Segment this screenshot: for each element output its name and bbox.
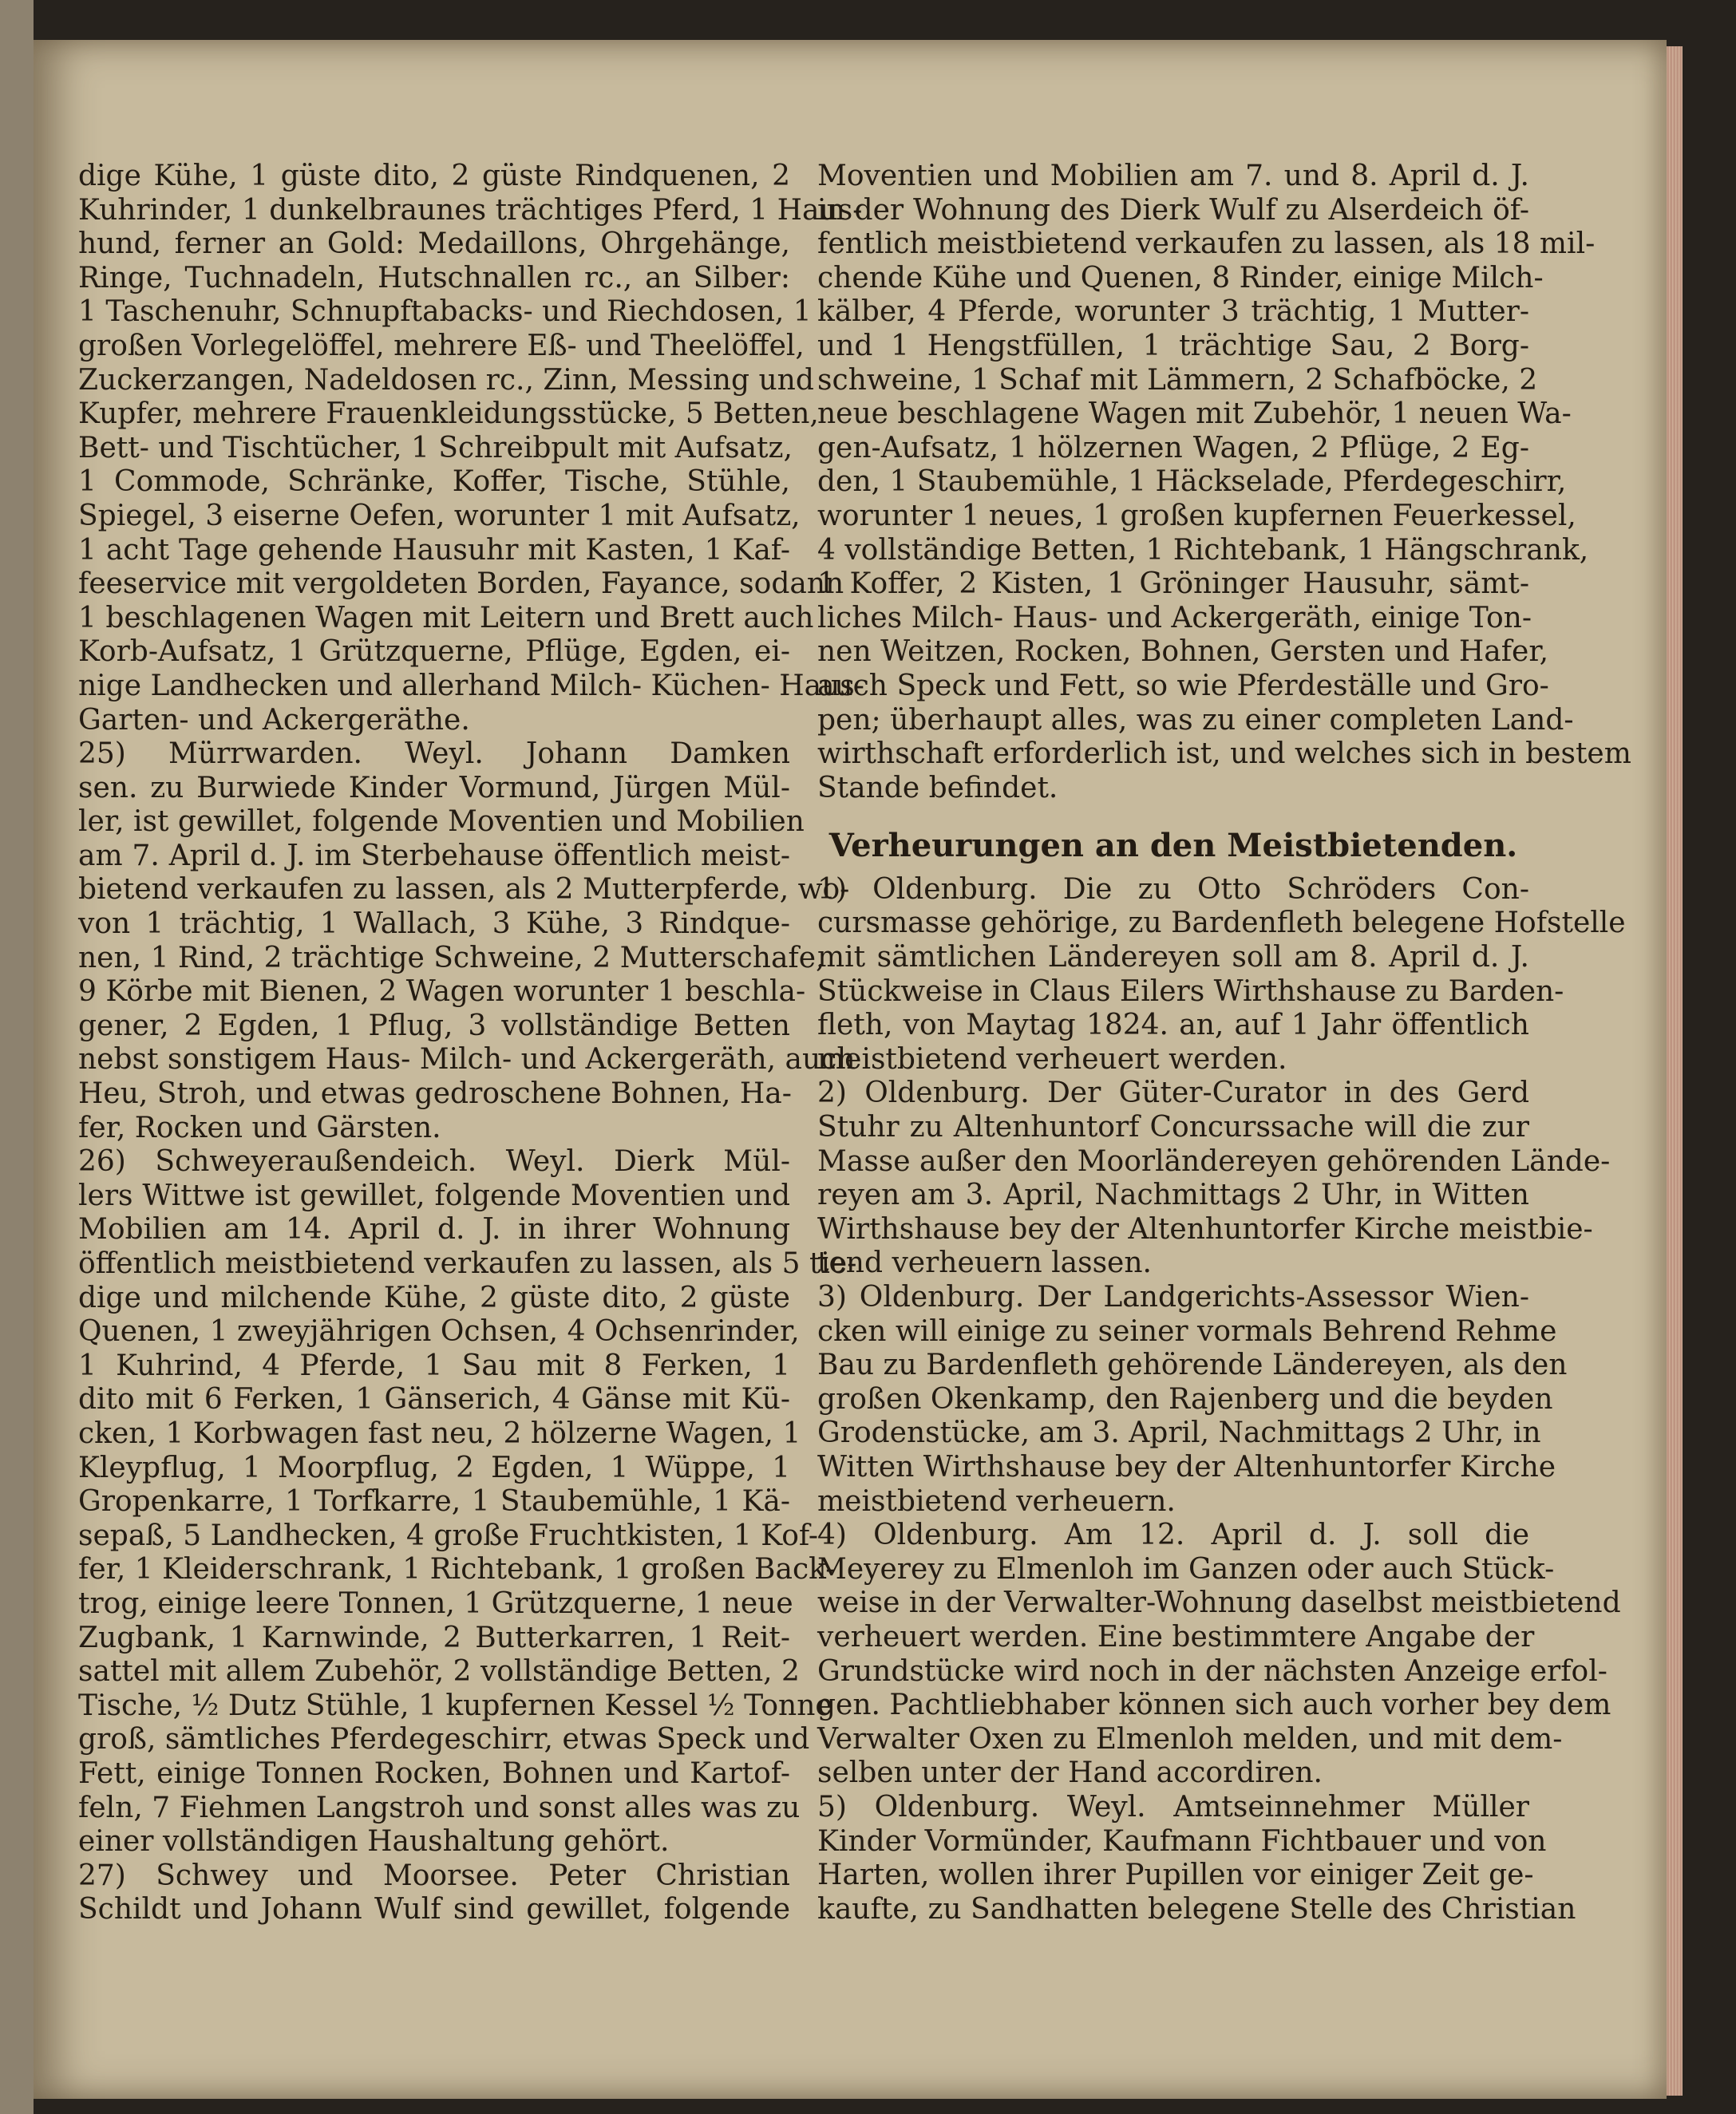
text-line: und 1 Hengstfüllen, 1 trächtige Sau, 2 Borg- (817, 329, 1529, 362)
text-line: 9 Körbe mit Bienen, 2 Wagen worunter 1 beschla- (78, 975, 806, 1009)
text-line: 1 Kuhrind, 4 Pferde, 1 Sau mit 8 Ferken, 1 (78, 1349, 790, 1382)
text-line: Stuhr zu Altenhuntorf Concurssache will die zur (817, 1111, 1529, 1144)
text-line: Kinder Vormünder, Kaufmann Fichtbauer und von (817, 1824, 1547, 1858)
text-line: fleth, von Maytag 1824. an, auf 1 Jahr öffentlich (817, 1009, 1529, 1042)
right-column (817, 160, 1631, 1926)
text-line: mit sämtlichen Ländereyen soll am 8. April d. J. (817, 941, 1529, 974)
text-line: ler, ist gewillet, folgende Moventien und Mobilien (78, 805, 805, 839)
text-line: Grodenstücke, am 3. April, Nachmittags 2 Uhr, in (817, 1417, 1541, 1450)
text-line: 1 Taschenuhr, Schnupftabacks- und Riechdosen, 1 (78, 295, 812, 329)
text-line: auch Speck und Fett, so wie Pferdeställe und Gro- (817, 669, 1549, 702)
text-line: Fett, einige Tonnen Rocken, Bohnen und Kartof- (78, 1756, 790, 1790)
text-line: Meyerey zu Elmenloh im Ganzen oder auch Stück- (817, 1552, 1555, 1586)
text-line: kälber, 4 Pferde, worunter 3 trächtig, 1 Mutter- (817, 295, 1529, 329)
text-line: großen Okenkamp, den Rajenberg und die beyden (817, 1382, 1553, 1416)
text-line: 5) Oldenburg. Weyl. Amtseinnehmer Müller (817, 1790, 1529, 1824)
text-line: sepaß, 5 Landhecken, 4 große Fruchtkisten, 1 Kof- (78, 1519, 819, 1552)
text-line: Quenen, 1 zweyjährigen Ochsen, 4 Ochsenrinder, (78, 1315, 800, 1349)
text-line: selben unter der Hand accordiren. (817, 1756, 1323, 1790)
text-line: großen Vorlegelöffel, mehrere Eß- und Theelöffel, (78, 329, 805, 362)
text-line: 27) Schwey und Moorsee. Peter Christian (78, 1859, 790, 1892)
text-line: Gropenkarre, 1 Torfkarre, 1 Staubemühle, 1 Kä- (78, 1485, 790, 1519)
text-line: Kleypflug, 1 Moorpflug, 2 Egden, 1 Wüppe, 1 (78, 1451, 790, 1484)
text-line: 1 beschlagenen Wagen mit Leitern und Brett auch (78, 601, 814, 634)
text-line: dige Kühe, 1 güste dito, 2 güste Rindquenen, 2 (78, 160, 790, 192)
text-line: einer vollständigen Haushaltung gehört. (78, 1825, 670, 1859)
text-line: Korb-Aufsatz, 1 Grützquerne, Pflüge, Egden, ei- (78, 635, 790, 669)
right-column-auction-text (817, 160, 1631, 805)
text-line: feln, 7 Fiehmen Langstroh und sonst alles was zu (78, 1791, 801, 1824)
text-line: nen Weitzen, Rocken, Bohnen, Gersten und Hafer, (817, 635, 1549, 669)
text-line: Schildt und Johann Wulf sind gewillet, folgende (78, 1893, 790, 1926)
text-line: Zuckerzangen, Nadeldosen rc., Zinn, Messing und (78, 363, 814, 397)
text-line: groß, sämtliches Pferdegeschirr, etwas Speck und (78, 1723, 810, 1756)
text-line: hund, ferner an Gold: Medaillons, Ohrgehänge, (78, 227, 790, 261)
text-line: reyen am 3. April, Nachmittags 2 Uhr, in Witten (817, 1179, 1529, 1212)
text-line: sattel mit allem Zubehör, 2 vollständige Betten, 2 (78, 1655, 800, 1689)
text-line: Stande befindet. (817, 771, 1058, 804)
text-line: Kupfer, mehrere Frauenkleidungsstücke, 5 Betten, (78, 397, 819, 431)
text-line: nen, 1 Rind, 2 trächtige Schweine, 2 Mutterschafe, (78, 941, 825, 974)
text-line: liches Milch- Haus- und Ackergeräth, einige Ton- (817, 601, 1532, 634)
text-line: Mobilien am 14. April d. J. in ihrer Wohnung (78, 1213, 790, 1247)
text-line: nebst sonstigem Haus- Milch- und Ackergeräth, auch (78, 1043, 856, 1077)
text-line: Garten- und Ackergeräthe. (78, 703, 470, 737)
text-line: Grundstücke wird noch in der nächsten Anzeige erfol- (817, 1654, 1607, 1688)
text-line: feeservice mit vergoldeten Borden, Fayance, sodann (78, 567, 844, 601)
text-line: am 7. April d. J. im Sterbehause öffentlich meist- (78, 839, 790, 872)
text-line: 4) Oldenburg. Am 12. April d. J. soll die (817, 1519, 1529, 1552)
text-line: Tische, ½ Dutz Stühle, 1 kupfernen Kessel ½ Tonne (78, 1689, 832, 1722)
text-line: neue beschlagene Wagen mit Zubehör, 1 neuen Wa- (817, 397, 1572, 431)
text-line: öffentlich meistbietend verkaufen zu lassen, als 5 tie- (78, 1247, 857, 1280)
text-line: schweine, 1 Schaf mit Lämmern, 2 Schafböcke, 2 (817, 363, 1538, 397)
text-line: Witten Wirthshause bey der Altenhuntorfer Kirche (817, 1450, 1556, 1484)
text-line: 26) Schweyeraußendeich. Weyl. Dierk Mül- (78, 1145, 790, 1179)
text-line: pen; überhaupt alles, was zu einer completen Land- (817, 703, 1574, 737)
text-line: 1 Commode, Schränke, Koffer, Tische, Stühle, (78, 465, 790, 499)
text-line: tend verheuern lassen. (817, 1247, 1152, 1280)
text-line: dito mit 6 Ferken, 1 Gänserich, 4 Gänse mit Kü- (78, 1383, 790, 1417)
text-line: Ringe, Tuchnadeln, Hutschnallen rc., an Silber: (78, 261, 790, 294)
text-line: den, 1 Staubemühle, 1 Häckselade, Pferdegeschirr, (817, 465, 1567, 499)
text-line: Stückweise in Claus Eilers Wirthshause zu Barden- (817, 974, 1564, 1008)
text-line: Spiegel, 3 eiserne Oefen, worunter 1 mit Aufsatz, (78, 499, 801, 532)
text-line: lers Wittwe ist gewillet, folgende Moventien und (78, 1179, 790, 1212)
text-line: weise in der Verwalter-Wohnung daselbst meistbietend (817, 1586, 1621, 1620)
text-line: 25) Mürrwarden. Weyl. Johann Damken (78, 737, 790, 771)
text-line: 1 Koffer, 2 Kisten, 1 Gröninger Hausuhr, sämt- (817, 567, 1529, 601)
text-line: trog, einige leere Tonnen, 1 Grützquerne, 1 neue (78, 1586, 793, 1620)
text-line: in der Wohnung des Dierk Wulf zu Alserdeich öf- (817, 193, 1529, 227)
text-line: bietend verkaufen zu lassen, als 2 Mutterpferde, wo- (78, 873, 850, 907)
text-line: 4 vollständige Betten, 1 Richtebank, 1 Hängschrank, (817, 533, 1589, 567)
text-line: kaufte, zu Sandhatten belegene Stelle des Christian (817, 1892, 1576, 1926)
text-line: Verwalter Oxen zu Elmenloh melden, und mit dem- (817, 1722, 1563, 1756)
text-line: 2) Oldenburg. Der Güter-Curator in des Gerd (817, 1077, 1529, 1110)
text-line: gen. Pachtliebhaber können sich auch vorher bey dem (817, 1689, 1611, 1722)
text-line: gener, 2 Egden, 1 Pflug, 3 vollständige Betten (78, 1009, 790, 1042)
text-line: nige Landhecken und allerhand Milch- Küchen- Haus- (78, 669, 864, 702)
page-stack-edge (1667, 46, 1683, 2096)
text-line: fer, Rocken und Gärsten. (78, 1111, 441, 1144)
text-line: gen-Aufsatz, 1 hölzernen Wagen, 2 Pflüge, 2 Eg- (817, 431, 1529, 464)
text-line: von 1 trächtig, 1 Wallach, 3 Kühe, 3 Rindque- (78, 907, 790, 941)
text-line: Wirthshause bey der Altenhuntorfer Kirche meistbie- (817, 1212, 1593, 1246)
text-line: 1 acht Tage gehende Hausuhr mit Kasten, 1 Kaf- (78, 533, 790, 567)
text-line: Bau zu Bardenfleth gehörende Ländereyen, als den (817, 1349, 1568, 1382)
text-line: Bett- und Tischtücher, 1 Schreibpult mit Aufsatz, (78, 431, 793, 464)
text-line: 1) Oldenburg. Die zu Otto Schröders Con- (817, 872, 1529, 906)
text-line: sen. zu Burwiede Kinder Vormund, Jürgen Mül- (78, 771, 790, 804)
section-heading: Verheurungen an den Meistbietenden. (828, 827, 1518, 865)
text-line: verheuert werden. Eine bestimmtere Angabe der (817, 1620, 1535, 1654)
right-column-lease-text (817, 872, 1626, 1926)
text-line: fentlich meistbietend verkaufen zu lassen, als 18 mil- (817, 227, 1596, 261)
text-line: Masse außer den Moorländereyen gehörenden Lände- (817, 1144, 1611, 1178)
text-line: Moventien und Mobilien am 7. und 8. April d. J. (817, 160, 1529, 192)
text-line: Kuhrinder, 1 dunkelbraunes trächtiges Pferd, 1 Haus- (78, 193, 863, 227)
text-line: cursmasse gehörige, zu Bardenfleth belegene Hofstelle (817, 907, 1626, 940)
previous-page-edge (0, 0, 34, 2114)
text-line: Zugbank, 1 Karnwinde, 2 Butterkarren, 1 Reit- (78, 1621, 790, 1654)
text-line: worunter 1 neues, 1 großen kupfernen Feuerkessel, (817, 499, 1576, 532)
text-line: chende Kühe und Quenen, 8 Rinder, einige Milch- (817, 261, 1544, 294)
text-line: wirthschaft erforderlich ist, und welches sich in bestem (817, 737, 1631, 771)
text-line: meistbietend verheuert werden. (817, 1042, 1287, 1076)
text-line: Heu, Stroh, und etwas gedroschene Bohnen, Ha- (78, 1077, 792, 1111)
left-column (78, 160, 864, 1927)
text-line: cken, 1 Korbwagen fast neu, 2 hölzerne Wagen, 1 (78, 1417, 801, 1450)
text-line: dige und milchende Kühe, 2 güste dito, 2 güste (78, 1281, 790, 1314)
text-line: Harten, wollen ihrer Pupillen vor einiger Zeit ge- (817, 1859, 1534, 1892)
text-line: 3) Oldenburg. Der Landgerichts-Assessor Wien- (817, 1281, 1529, 1314)
text-line: cken will einige zu seiner vormals Behrend Rehme (817, 1314, 1557, 1348)
text-line: meistbietend verheuern. (817, 1484, 1176, 1518)
text-line: fer, 1 Kleiderschrank, 1 Richtebank, 1 großen Back- (78, 1553, 836, 1586)
